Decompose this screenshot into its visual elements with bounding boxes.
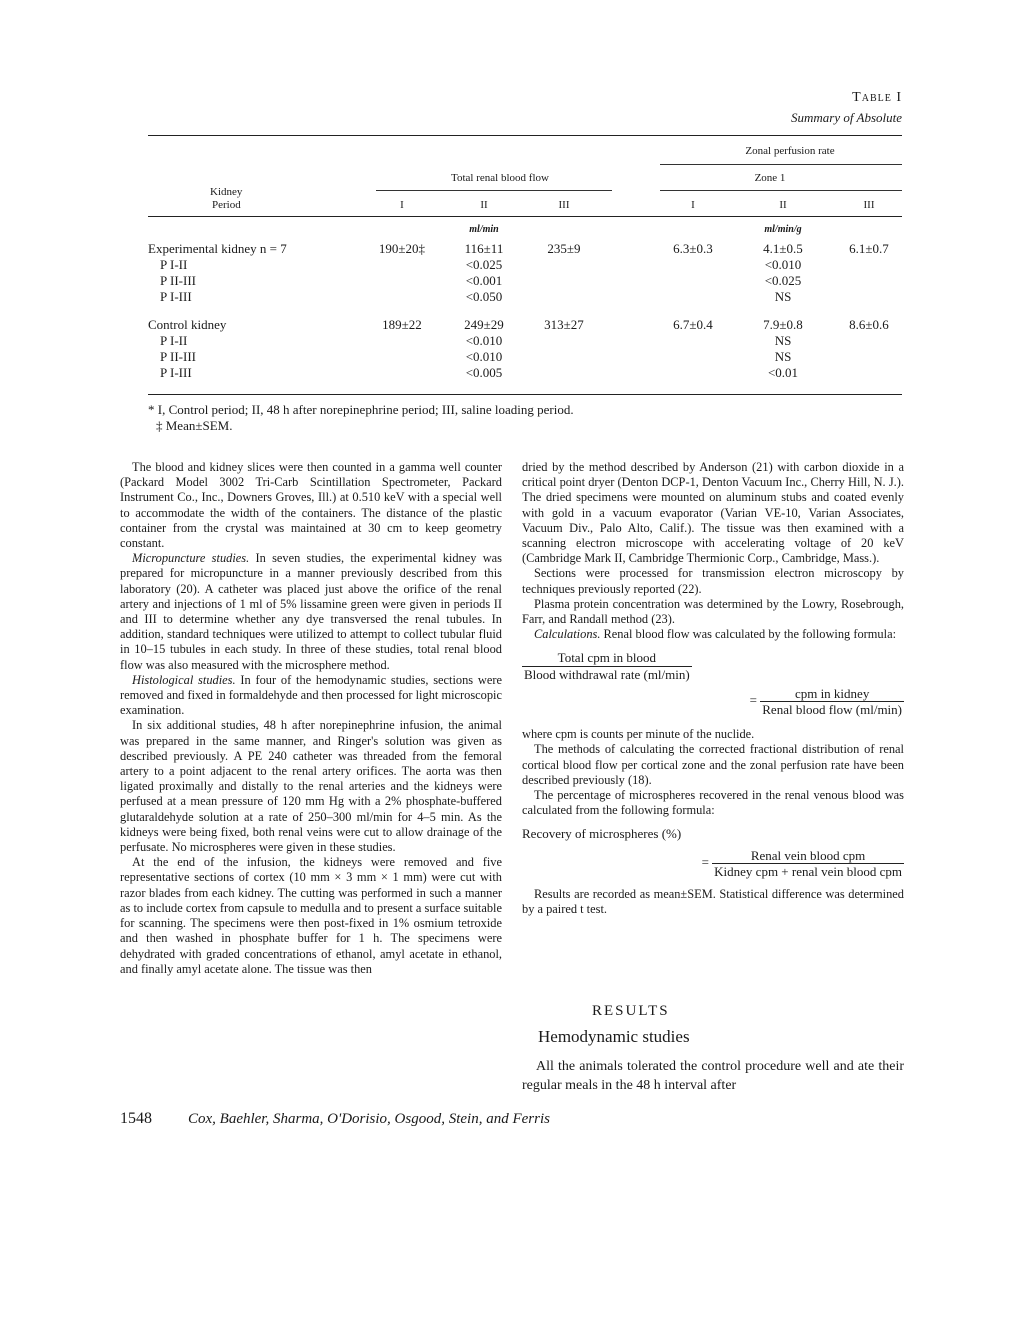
- table-footnote: * I, Control period; II, 48 h after norepinephrine period; III, saline loading period.: [148, 402, 574, 417]
- paragraph: The blood and kidney slices were then counted in a gamma well counter (Packard Model 3002 Tri-Carb Scintillation Spectrometer, Packard Instrument Co., Inc., Downers Groves, Ill.) at 0.510 keV with a special well to accommodate the width of the containers. The distance of the plastic container from the crystal was maintained at 30 cm to keep geometry constant.: [120, 460, 502, 551]
- paragraph: The methods of calculating the corrected fractional distribution of renal cortical blood flow per cortical zone and the zonal perfusion rate have been described previously (18).: [522, 742, 904, 787]
- table-cell: 4.1±0.5: [763, 241, 803, 256]
- fraction-denominator: Blood withdrawal rate (ml/min): [524, 666, 690, 682]
- table-cell: 8.6±0.6: [849, 317, 889, 332]
- table-caption: Table I: [852, 90, 902, 105]
- table-cell: 116±11: [464, 241, 504, 256]
- table-bottom-rule: [148, 394, 902, 395]
- zone1-rule: [660, 190, 902, 191]
- row-label-p: P II-III: [160, 273, 196, 288]
- table-cell: <0.010: [764, 257, 802, 272]
- table-cell: <0.050: [465, 289, 503, 304]
- fraction-numerator: Total cpm in blood: [522, 650, 692, 666]
- total-flow-rule: [376, 190, 612, 191]
- fraction-denominator: Kidney cpm + renal vein blood cpm: [714, 863, 902, 879]
- table-cell: 6.3±0.3: [673, 241, 713, 256]
- paragraph: At the end of the infusion, the kidneys were removed and five representative sections of cortex (10 mm × 3 mm × 1 mm) were cut with razor blades from each kidney. The cutting was performed in such a manner as to include cortex from capsule to medulla and to present a surface suitable for scanning. The specimens were then post-fixed in 1% osmium tetroxide and then washed in phosphate buffer for 1 h. The specimens were dehydrated with graded concentrations of ethanol, amyl acetate in ethanol, and finally amyl acetate alone. The tissue was then: [120, 855, 502, 976]
- table-cell: 190±20‡: [378, 241, 426, 256]
- fraction: [712, 848, 904, 879]
- table-header-rule: [148, 216, 902, 217]
- paragraph: [522, 627, 904, 642]
- table-cell: <0.025: [465, 257, 503, 272]
- fraction: [522, 650, 692, 681]
- table-top-rule: [148, 135, 902, 136]
- paragraph: Sections were processed for transmission electron microscopy by techniques previously reported (22).: [522, 566, 904, 596]
- table-cell: NS: [774, 289, 792, 304]
- fraction-numerator: Renal vein blood cpm: [712, 848, 904, 864]
- table-cell: 6.7±0.4: [673, 317, 713, 332]
- formula-recovery-rhs: [522, 848, 904, 879]
- formula-recovery-lhs: Recovery of microspheres (%): [522, 826, 682, 842]
- table-cell: 249±29: [464, 317, 504, 332]
- unit-flow: ml/min: [469, 224, 499, 235]
- row-label-p: P I-III: [160, 289, 192, 304]
- header-col-I: I: [400, 199, 404, 211]
- table-cell: 313±27: [544, 317, 584, 332]
- paragraph: Results are recorded as mean±SEM. Statistical difference was determined by a paired t test.: [522, 887, 904, 917]
- paragraph: [120, 673, 502, 719]
- header-zone-col-I: I: [691, 199, 695, 211]
- zonal-rule: [660, 164, 902, 165]
- table-footnote: ‡ Mean±SEM.: [156, 418, 233, 433]
- table-cell: <0.001: [465, 273, 503, 288]
- table-cell: <0.010: [465, 333, 503, 348]
- paragraph: Plasma protein concentration was determined by the Lowry, Rosebrough, Farr, and Randall method (23).: [522, 596, 904, 627]
- header-zone1: Zone 1: [754, 172, 786, 184]
- equals-sign: =: [701, 854, 709, 870]
- paragraph-text: In seven studies, the experimental kidney was prepared for micropuncture in a manner previously described from this laboratory (20). A catheter was placed just above the orifice of the renal artery and injections of 1 ml of 5% lissamine green were given in periods II and III to determine whether any dye transversed the renal tubules. In addition, standard techniques were utilized to attempt to collect tubular fluid in 10–15 tubules in each study. In three of these studies, total renal blood flow was also measured with the microsphere method.: [120, 551, 502, 672]
- fraction-numerator: cpm in kidney: [760, 686, 904, 702]
- paragraph: All the animals tolerated the control procedure well and ate their regular meals in the 48 h interval after: [522, 1059, 904, 1093]
- paragraph: dried by the method described by Anderson (21) with carbon dioxide in a critical point dryer (Denton DCP-1, Denton Vacuum Inc., Cherry Hill, N. J.). The dried specimens were mounted on aluminum stubs and coated evenly with gold in a vacuum evaporator (Varian VE-10, Varian Associates, Vacuum Div., Palo Alto, Calif.). The tissue was then examined with a scanning electron microscope with accelerating voltage of 20 keV (Cambridge Mark II, Cambridge Thermionic Corp., Cambridge, Mass.).: [522, 460, 904, 566]
- paragraph: where cpm is counts per minute of the nuclide.: [522, 727, 755, 742]
- paragraph-text: Renal blood flow was calculated by the following formula:: [600, 627, 897, 642]
- row-label-p: P II-III: [160, 349, 196, 364]
- header-period: Period: [212, 199, 241, 211]
- fraction-denominator: Renal blood flow (ml/min): [762, 702, 902, 718]
- paragraph: [120, 551, 502, 673]
- row-label-p: P I-II: [160, 333, 188, 348]
- unit-zonal: ml/min/g: [764, 224, 802, 235]
- row-label-experimental: Experimental kidney n = 7: [148, 241, 287, 256]
- equals-sign: =: [749, 692, 758, 708]
- table-cell: <0.005: [465, 365, 503, 380]
- section-heading-results: RESULTS: [592, 1003, 670, 1019]
- header-col-III: III: [558, 199, 570, 211]
- formula-flow: [522, 650, 904, 681]
- paragraph-lead: Calculations.: [534, 627, 601, 642]
- paragraph-lead: Histological studies.: [132, 672, 236, 687]
- header-zonal: Zonal perfusion rate: [745, 145, 835, 157]
- header-kidney: Kidney: [210, 186, 243, 198]
- table-cell: <0.01: [767, 365, 799, 380]
- paragraph-text: In four of the hemodynamic studies, sections were removed and fixed in formaldehyde and then processed for light microscopic examination.: [120, 672, 502, 718]
- right-column: [522, 460, 904, 917]
- table-cell: 6.1±0.7: [849, 241, 889, 256]
- paragraph: In six additional studies, 48 h after norepinephrine infusion, the animal was prepared in the same manner, and Ringer's solution was given as described previously. A PE 240 catheter was threaded from the femoral artery to a point adjacent to the renal artery orifices. The aorta was then ligated proximally and distally to the renal arteries and the kidneys were perfused at a mean pressure of 120 mm Hg with a 2% phosphate-buffered glutaraldehyde solution at a rate of 250–300 ml/min for 4–5 min. As the kidneys were being fixed, both renal veins were cut to allow drainage of the perfusate. No microspheres were given in these studies.: [120, 718, 502, 855]
- table-cell: <0.025: [764, 273, 802, 288]
- running-authors: Cox, Baehler, Sharma, O'Dorisio, Osgood, Stein, and Ferris: [188, 1111, 550, 1127]
- fraction: [760, 686, 904, 717]
- table-cell: <0.010: [465, 349, 503, 364]
- table-subcaption: Summary of Absolute: [791, 110, 902, 125]
- paragraph: The percentage of microspheres recovered in the renal venous blood was calculated from the following formula:: [522, 788, 904, 818]
- table-cell: 235±9: [547, 241, 581, 256]
- paragraph-lead: Micropuncture studies.: [132, 551, 250, 566]
- header-zone-col-III: III: [863, 199, 875, 211]
- table-cell: 189±22: [382, 317, 422, 332]
- formula-flow-rhs: [522, 686, 904, 717]
- row-label-p: P I-II: [160, 257, 188, 272]
- left-column: [120, 460, 502, 977]
- table-cell: 7.9±0.8: [763, 317, 803, 332]
- row-label-control: Control kidney: [148, 317, 227, 332]
- subsection-heading: Hemodynamic studies: [538, 1027, 690, 1046]
- table-cell: NS: [774, 333, 792, 348]
- header-total-flow: Total renal blood flow: [451, 172, 549, 184]
- table-cell: NS: [774, 349, 792, 364]
- page-number: 1548: [120, 1110, 152, 1127]
- row-label-p: P I-III: [160, 365, 192, 380]
- header-col-II: II: [480, 199, 488, 211]
- header-zone-col-II: II: [779, 199, 787, 211]
